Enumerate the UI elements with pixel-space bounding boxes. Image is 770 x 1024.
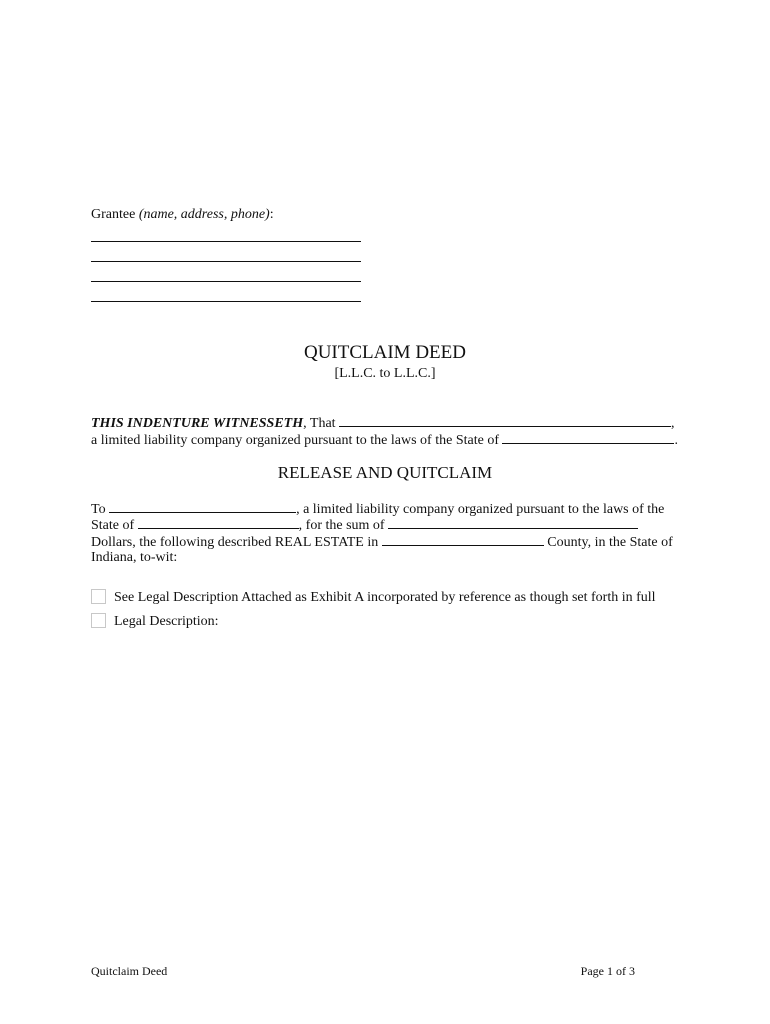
indenture-line-2: a limited liability company organized pursuant to the laws of the State of .: [91, 433, 678, 448]
grantee-blank-line-3[interactable]: [91, 281, 361, 282]
legal-description-checkbox[interactable]: [91, 613, 106, 628]
grantee-label: Grantee (name, address, phone):: [91, 207, 274, 222]
grantee-state-blank[interactable]: [138, 516, 299, 529]
exhibit-a-label: See Legal Description Attached as Exhibit A incorporated by reference as though set forth in full: [114, 590, 656, 605]
county-blank[interactable]: [382, 533, 544, 546]
release-line-3: Dollars, the following described REAL ESTATE in County, in the State of: [91, 535, 673, 550]
grantee-blank-line-2[interactable]: [91, 261, 361, 262]
grantee-name-blank[interactable]: [109, 500, 296, 513]
exhibit-a-checkbox[interactable]: [91, 589, 106, 604]
section-title: RELEASE AND QUITCLAIM: [277, 463, 493, 482]
indenture-line-1: THIS INDENTURE WITNESSETH, That ,: [91, 416, 675, 431]
document-title: QUITCLAIM DEED: [303, 342, 466, 363]
document-subtitle: [L.L.C. to L.L.C.]: [334, 366, 436, 381]
grantee-blank-line-1[interactable]: [91, 241, 361, 242]
grantor-state-blank[interactable]: [502, 431, 674, 444]
grantee-blank-line-4[interactable]: [91, 301, 361, 302]
sum-blank[interactable]: [388, 516, 638, 529]
release-line-1: To , a limited liability company organized pursuant to the laws of the: [91, 502, 665, 517]
release-line-2: State of , for the sum of: [91, 516, 638, 534]
grantor-name-blank[interactable]: [339, 414, 671, 427]
footer-document-name: Quitclaim Deed: [91, 964, 168, 978]
footer-page-number: Page 1 of 3: [580, 964, 635, 978]
release-line-4: Indiana, to-wit:: [91, 550, 178, 565]
legal-description-label: Legal Description:: [114, 614, 219, 629]
